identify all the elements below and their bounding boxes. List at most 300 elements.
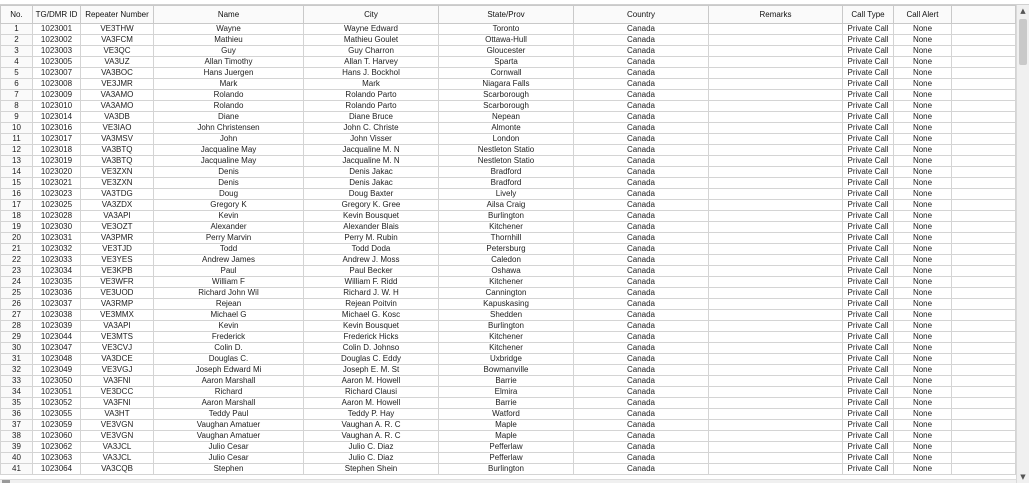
city-cell[interactable]: Stephen Shein <box>304 464 439 475</box>
call-type-cell[interactable]: Private Call <box>843 35 894 46</box>
city-cell[interactable]: Alexander Blais <box>304 222 439 233</box>
remarks-cell[interactable] <box>709 266 843 277</box>
call-alert-cell[interactable]: None <box>894 299 952 310</box>
name-cell[interactable]: Todd <box>154 244 304 255</box>
name-cell[interactable]: Aaron Marshall <box>154 376 304 387</box>
tg-dmr-id[interactable]: 1023019 <box>33 156 81 167</box>
remarks-cell[interactable] <box>709 365 843 376</box>
name-cell[interactable]: Andrew James <box>154 255 304 266</box>
call-type-cell[interactable]: Private Call <box>843 134 894 145</box>
call-type-cell[interactable]: Private Call <box>843 233 894 244</box>
call-type-cell[interactable]: Private Call <box>843 90 894 101</box>
tg-dmr-id[interactable]: 1023016 <box>33 123 81 134</box>
tg-dmr-id[interactable]: 1023060 <box>33 431 81 442</box>
row-number[interactable]: 6 <box>1 79 33 90</box>
city-cell[interactable]: Vaughan A. R. C <box>304 420 439 431</box>
repeater-number[interactable]: VA3TDG <box>81 189 154 200</box>
country-cell[interactable]: Canada <box>574 365 709 376</box>
row-number[interactable]: 25 <box>1 288 33 299</box>
name-cell[interactable]: Wayne <box>154 24 304 35</box>
country-cell[interactable]: Canada <box>574 35 709 46</box>
city-cell[interactable]: John C. Christe <box>304 123 439 134</box>
row-number[interactable]: 3 <box>1 46 33 57</box>
tg-dmr-id[interactable]: 1023021 <box>33 178 81 189</box>
state-prov-cell[interactable]: Scarborough <box>439 101 574 112</box>
remarks-cell[interactable] <box>709 79 843 90</box>
country-cell[interactable]: Canada <box>574 288 709 299</box>
row-number[interactable]: 39 <box>1 442 33 453</box>
call-type-cell[interactable]: Private Call <box>843 255 894 266</box>
repeater-number[interactable]: VE3CVJ <box>81 343 154 354</box>
row-number[interactable]: 30 <box>1 343 33 354</box>
country-cell[interactable]: Canada <box>574 299 709 310</box>
table-row[interactable] <box>1 299 1016 310</box>
name-cell[interactable]: Perry Marvin <box>154 233 304 244</box>
table-row[interactable] <box>1 35 1016 46</box>
country-cell[interactable]: Canada <box>574 398 709 409</box>
row-number[interactable]: 34 <box>1 387 33 398</box>
call-type-cell[interactable]: Private Call <box>843 299 894 310</box>
call-type-cell[interactable]: Private Call <box>843 365 894 376</box>
call-alert-cell[interactable]: None <box>894 420 952 431</box>
row-number[interactable]: 9 <box>1 112 33 123</box>
country-cell[interactable]: Canada <box>574 156 709 167</box>
call-alert-cell[interactable]: None <box>894 343 952 354</box>
call-alert-cell[interactable]: None <box>894 277 952 288</box>
column-header[interactable]: Repeater Number <box>81 6 154 24</box>
name-cell[interactable]: Richard John Wil <box>154 288 304 299</box>
tg-dmr-id[interactable]: 1023062 <box>33 442 81 453</box>
call-type-cell[interactable]: Private Call <box>843 343 894 354</box>
repeater-number[interactable]: VE3WFR <box>81 277 154 288</box>
city-cell[interactable]: Douglas C. Eddy <box>304 354 439 365</box>
call-alert-cell[interactable]: None <box>894 145 952 156</box>
name-cell[interactable]: Jacqualine May <box>154 156 304 167</box>
call-alert-cell[interactable]: None <box>894 354 952 365</box>
state-prov-cell[interactable]: Barrie <box>439 398 574 409</box>
tg-dmr-id[interactable]: 1023038 <box>33 310 81 321</box>
name-cell[interactable]: Denis <box>154 178 304 189</box>
state-prov-cell[interactable]: Kitchener <box>439 222 574 233</box>
country-cell[interactable]: Canada <box>574 211 709 222</box>
repeater-number[interactable]: VA3AMO <box>81 90 154 101</box>
name-cell[interactable]: Stephen <box>154 464 304 475</box>
name-cell[interactable]: William F <box>154 277 304 288</box>
state-prov-cell[interactable]: Kapuskasing <box>439 299 574 310</box>
tg-dmr-id[interactable]: 1023030 <box>33 222 81 233</box>
table-row[interactable] <box>1 431 1016 442</box>
name-cell[interactable]: Allan Timothy <box>154 57 304 68</box>
city-cell[interactable]: Hans J. Bockhol <box>304 68 439 79</box>
tg-dmr-id[interactable]: 1023052 <box>33 398 81 409</box>
table-row[interactable] <box>1 310 1016 321</box>
state-prov-cell[interactable]: Gloucester <box>439 46 574 57</box>
repeater-number[interactable]: VA3FNI <box>81 398 154 409</box>
call-alert-cell[interactable]: None <box>894 365 952 376</box>
name-cell[interactable]: Paul <box>154 266 304 277</box>
call-alert-cell[interactable]: None <box>894 442 952 453</box>
name-cell[interactable]: Rejean <box>154 299 304 310</box>
name-cell[interactable]: Kevin <box>154 321 304 332</box>
table-row[interactable] <box>1 420 1016 431</box>
tg-dmr-id[interactable]: 1023048 <box>33 354 81 365</box>
city-cell[interactable]: William F. Ridd <box>304 277 439 288</box>
call-alert-cell[interactable]: None <box>894 409 952 420</box>
call-alert-cell[interactable]: None <box>894 332 952 343</box>
call-alert-cell[interactable]: None <box>894 233 952 244</box>
remarks-cell[interactable] <box>709 310 843 321</box>
city-cell[interactable]: Kevin Bousquet <box>304 321 439 332</box>
state-prov-cell[interactable]: Watford <box>439 409 574 420</box>
repeater-number[interactable]: VE3ZXN <box>81 167 154 178</box>
country-cell[interactable]: Canada <box>574 255 709 266</box>
call-type-cell[interactable]: Private Call <box>843 266 894 277</box>
country-cell[interactable]: Canada <box>574 90 709 101</box>
repeater-number[interactable]: VA3RMP <box>81 299 154 310</box>
call-type-cell[interactable]: Private Call <box>843 101 894 112</box>
repeater-number[interactable]: VE3VGN <box>81 431 154 442</box>
column-header[interactable]: TG/DMR ID <box>33 6 81 24</box>
state-prov-cell[interactable]: Sparta <box>439 57 574 68</box>
remarks-cell[interactable] <box>709 46 843 57</box>
name-cell[interactable]: Joseph Edward Mi <box>154 365 304 376</box>
country-cell[interactable]: Canada <box>574 266 709 277</box>
name-cell[interactable]: Guy <box>154 46 304 57</box>
country-cell[interactable]: Canada <box>574 57 709 68</box>
repeater-number[interactable]: VA3DB <box>81 112 154 123</box>
state-prov-cell[interactable]: Oshawa <box>439 266 574 277</box>
country-cell[interactable]: Canada <box>574 178 709 189</box>
state-prov-cell[interactable]: Cannington <box>439 288 574 299</box>
table-row[interactable] <box>1 57 1016 68</box>
tg-dmr-id[interactable]: 1023050 <box>33 376 81 387</box>
city-cell[interactable]: Julio C. Diaz <box>304 442 439 453</box>
repeater-number[interactable]: VE3DCC <box>81 387 154 398</box>
tg-dmr-id[interactable]: 1023009 <box>33 90 81 101</box>
city-cell[interactable]: John Visser <box>304 134 439 145</box>
row-number[interactable]: 10 <box>1 123 33 134</box>
name-cell[interactable]: Kevin <box>154 211 304 222</box>
table-row[interactable] <box>1 464 1016 475</box>
tg-dmr-id[interactable]: 1023020 <box>33 167 81 178</box>
country-cell[interactable]: Canada <box>574 123 709 134</box>
remarks-cell[interactable] <box>709 464 843 475</box>
tg-dmr-id[interactable]: 1023059 <box>33 420 81 431</box>
state-prov-cell[interactable]: Ailsa Craig <box>439 200 574 211</box>
remarks-cell[interactable] <box>709 376 843 387</box>
tg-dmr-id[interactable]: 1023037 <box>33 299 81 310</box>
call-type-cell[interactable]: Private Call <box>843 409 894 420</box>
city-cell[interactable]: Jacqualine M. N <box>304 156 439 167</box>
country-cell[interactable]: Canada <box>574 167 709 178</box>
table-row[interactable] <box>1 145 1016 156</box>
repeater-number[interactable]: VE3ZXN <box>81 178 154 189</box>
call-alert-cell[interactable]: None <box>894 222 952 233</box>
row-number[interactable]: 32 <box>1 365 33 376</box>
remarks-cell[interactable] <box>709 244 843 255</box>
repeater-number[interactable]: VA3UZ <box>81 57 154 68</box>
repeater-number[interactable]: VA3MSV <box>81 134 154 145</box>
remarks-cell[interactable] <box>709 387 843 398</box>
row-number[interactable]: 16 <box>1 189 33 200</box>
remarks-cell[interactable] <box>709 167 843 178</box>
call-alert-cell[interactable]: None <box>894 321 952 332</box>
call-type-cell[interactable]: Private Call <box>843 332 894 343</box>
call-alert-cell[interactable]: None <box>894 101 952 112</box>
tg-dmr-id[interactable]: 1023010 <box>33 101 81 112</box>
row-number[interactable]: 20 <box>1 233 33 244</box>
name-cell[interactable]: Douglas C. <box>154 354 304 365</box>
table-row[interactable] <box>1 255 1016 266</box>
row-number[interactable]: 31 <box>1 354 33 365</box>
country-cell[interactable]: Canada <box>574 332 709 343</box>
remarks-cell[interactable] <box>709 112 843 123</box>
city-cell[interactable]: Richard J. W. H <box>304 288 439 299</box>
repeater-number[interactable]: VE3JMR <box>81 79 154 90</box>
remarks-cell[interactable] <box>709 145 843 156</box>
country-cell[interactable]: Canada <box>574 68 709 79</box>
country-cell[interactable]: Canada <box>574 354 709 365</box>
city-cell[interactable]: Colin D. Johnso <box>304 343 439 354</box>
call-type-cell[interactable]: Private Call <box>843 68 894 79</box>
table-row[interactable] <box>1 112 1016 123</box>
call-type-cell[interactable]: Private Call <box>843 112 894 123</box>
call-type-cell[interactable]: Private Call <box>843 420 894 431</box>
city-cell[interactable]: Gregory K. Gree <box>304 200 439 211</box>
table-row[interactable] <box>1 90 1016 101</box>
column-header[interactable]: City <box>304 6 439 24</box>
tg-dmr-id[interactable]: 1023033 <box>33 255 81 266</box>
country-cell[interactable]: Canada <box>574 189 709 200</box>
repeater-number[interactable]: VA3AMO <box>81 101 154 112</box>
city-cell[interactable]: Michael G. Kosc <box>304 310 439 321</box>
tg-dmr-id[interactable]: 1023032 <box>33 244 81 255</box>
name-cell[interactable]: Frederick <box>154 332 304 343</box>
tg-dmr-id[interactable]: 1023018 <box>33 145 81 156</box>
country-cell[interactable]: Canada <box>574 134 709 145</box>
column-header[interactable]: Call Type <box>843 6 894 24</box>
repeater-number[interactable]: VA3JCL <box>81 453 154 464</box>
remarks-cell[interactable] <box>709 222 843 233</box>
call-type-cell[interactable]: Private Call <box>843 376 894 387</box>
remarks-cell[interactable] <box>709 156 843 167</box>
remarks-cell[interactable] <box>709 101 843 112</box>
name-cell[interactable]: John Christensen <box>154 123 304 134</box>
table-row[interactable] <box>1 343 1016 354</box>
repeater-number[interactable]: VA3BOC <box>81 68 154 79</box>
state-prov-cell[interactable]: Shedden <box>439 310 574 321</box>
call-type-cell[interactable]: Private Call <box>843 277 894 288</box>
city-cell[interactable]: Diane Bruce <box>304 112 439 123</box>
table-row[interactable] <box>1 376 1016 387</box>
tg-dmr-id[interactable]: 1023023 <box>33 189 81 200</box>
city-cell[interactable]: Joseph E. M. St <box>304 365 439 376</box>
call-alert-cell[interactable]: None <box>894 244 952 255</box>
city-cell[interactable]: Aaron M. Howell <box>304 398 439 409</box>
city-cell[interactable]: Rolando Parto <box>304 90 439 101</box>
call-type-cell[interactable]: Private Call <box>843 46 894 57</box>
call-type-cell[interactable]: Private Call <box>843 310 894 321</box>
state-prov-cell[interactable]: London <box>439 134 574 145</box>
state-prov-cell[interactable]: Kitchener <box>439 332 574 343</box>
name-cell[interactable]: Hans Juergen <box>154 68 304 79</box>
name-cell[interactable]: Rolando <box>154 90 304 101</box>
remarks-cell[interactable] <box>709 354 843 365</box>
country-cell[interactable]: Canada <box>574 343 709 354</box>
tg-dmr-id[interactable]: 1023001 <box>33 24 81 35</box>
name-cell[interactable]: Denis <box>154 167 304 178</box>
state-prov-cell[interactable]: Nestleton Statio <box>439 156 574 167</box>
table-row[interactable] <box>1 321 1016 332</box>
city-cell[interactable]: Paul Becker <box>304 266 439 277</box>
country-cell[interactable]: Canada <box>574 24 709 35</box>
country-cell[interactable]: Canada <box>574 101 709 112</box>
vertical-scrollbar[interactable] <box>1016 5 1029 483</box>
repeater-number[interactable]: VE3OZT <box>81 222 154 233</box>
call-type-cell[interactable]: Private Call <box>843 57 894 68</box>
remarks-cell[interactable] <box>709 134 843 145</box>
table-row[interactable] <box>1 266 1016 277</box>
call-type-cell[interactable]: Private Call <box>843 178 894 189</box>
call-alert-cell[interactable]: None <box>894 376 952 387</box>
name-cell[interactable]: Vaughan Amatuer <box>154 431 304 442</box>
name-cell[interactable]: Julio Cesar <box>154 453 304 464</box>
horizontal-scrollbar[interactable] <box>0 479 1016 483</box>
state-prov-cell[interactable]: Bradford <box>439 178 574 189</box>
tg-dmr-id[interactable]: 1023039 <box>33 321 81 332</box>
table-row[interactable] <box>1 178 1016 189</box>
state-prov-cell[interactable]: Petersburg <box>439 244 574 255</box>
row-number[interactable]: 41 <box>1 464 33 475</box>
tg-dmr-id[interactable]: 1023036 <box>33 288 81 299</box>
row-number[interactable]: 18 <box>1 211 33 222</box>
country-cell[interactable]: Canada <box>574 244 709 255</box>
call-alert-cell[interactable]: None <box>894 79 952 90</box>
country-cell[interactable]: Canada <box>574 277 709 288</box>
state-prov-cell[interactable]: Nestleton Statio <box>439 145 574 156</box>
tg-dmr-id[interactable]: 1023031 <box>33 233 81 244</box>
row-number[interactable]: 2 <box>1 35 33 46</box>
remarks-cell[interactable] <box>709 288 843 299</box>
city-cell[interactable]: Denis Jakac <box>304 178 439 189</box>
row-number[interactable]: 24 <box>1 277 33 288</box>
call-type-cell[interactable]: Private Call <box>843 189 894 200</box>
table-row[interactable] <box>1 222 1016 233</box>
repeater-number[interactable]: VE3VGN <box>81 420 154 431</box>
name-cell[interactable]: Rolando <box>154 101 304 112</box>
call-type-cell[interactable]: Private Call <box>843 453 894 464</box>
name-cell[interactable]: Teddy Paul <box>154 409 304 420</box>
row-number[interactable]: 8 <box>1 101 33 112</box>
call-alert-cell[interactable]: None <box>894 123 952 134</box>
name-cell[interactable]: John <box>154 134 304 145</box>
column-header[interactable]: Remarks <box>709 6 843 24</box>
city-cell[interactable]: Allan T. Harvey <box>304 57 439 68</box>
call-alert-cell[interactable]: None <box>894 255 952 266</box>
state-prov-cell[interactable]: Pefferlaw <box>439 453 574 464</box>
name-cell[interactable]: Richard <box>154 387 304 398</box>
state-prov-cell[interactable]: Barrie <box>439 376 574 387</box>
table-row[interactable] <box>1 200 1016 211</box>
city-cell[interactable]: Jacqualine M. N <box>304 145 439 156</box>
tg-dmr-id[interactable]: 1023049 <box>33 365 81 376</box>
tg-dmr-id[interactable]: 1023063 <box>33 453 81 464</box>
table-row[interactable] <box>1 409 1016 420</box>
row-number[interactable]: 27 <box>1 310 33 321</box>
table-row[interactable] <box>1 354 1016 365</box>
call-alert-cell[interactable]: None <box>894 431 952 442</box>
state-prov-cell[interactable]: Kitchener <box>439 343 574 354</box>
city-cell[interactable]: Vaughan A. R. C <box>304 431 439 442</box>
call-alert-cell[interactable]: None <box>894 200 952 211</box>
scroll-up-icon[interactable]: ▲ <box>1020 7 1026 15</box>
row-number[interactable]: 1 <box>1 24 33 35</box>
state-prov-cell[interactable]: Uxbridge <box>439 354 574 365</box>
state-prov-cell[interactable]: Niagara Falls <box>439 79 574 90</box>
remarks-cell[interactable] <box>709 420 843 431</box>
repeater-number[interactable]: VA3BTQ <box>81 156 154 167</box>
call-alert-cell[interactable]: None <box>894 189 952 200</box>
country-cell[interactable]: Canada <box>574 200 709 211</box>
country-cell[interactable]: Canada <box>574 376 709 387</box>
table-row[interactable] <box>1 24 1016 35</box>
call-alert-cell[interactable]: None <box>894 112 952 123</box>
tg-dmr-id[interactable]: 1023055 <box>33 409 81 420</box>
repeater-number[interactable]: VA3HT <box>81 409 154 420</box>
table-row[interactable] <box>1 365 1016 376</box>
state-prov-cell[interactable]: Cornwall <box>439 68 574 79</box>
city-cell[interactable]: Mark <box>304 79 439 90</box>
city-cell[interactable]: Kevin Bousquet <box>304 211 439 222</box>
city-cell[interactable]: Julio C. Diaz <box>304 453 439 464</box>
repeater-number[interactable]: VA3API <box>81 211 154 222</box>
call-alert-cell[interactable]: None <box>894 211 952 222</box>
name-cell[interactable]: Gregory K <box>154 200 304 211</box>
call-type-cell[interactable]: Private Call <box>843 321 894 332</box>
call-type-cell[interactable]: Private Call <box>843 79 894 90</box>
column-header[interactable]: No. <box>1 6 33 24</box>
call-alert-cell[interactable]: None <box>894 464 952 475</box>
table-row[interactable] <box>1 332 1016 343</box>
remarks-cell[interactable] <box>709 68 843 79</box>
country-cell[interactable]: Canada <box>574 222 709 233</box>
row-number[interactable]: 19 <box>1 222 33 233</box>
repeater-number[interactable]: VE3TJD <box>81 244 154 255</box>
remarks-cell[interactable] <box>709 233 843 244</box>
remarks-cell[interactable] <box>709 453 843 464</box>
call-type-cell[interactable]: Private Call <box>843 167 894 178</box>
city-cell[interactable]: Rejean Poitvin <box>304 299 439 310</box>
table-row[interactable] <box>1 123 1016 134</box>
remarks-cell[interactable] <box>709 35 843 46</box>
city-cell[interactable]: Guy Charron <box>304 46 439 57</box>
row-number[interactable]: 28 <box>1 321 33 332</box>
state-prov-cell[interactable]: Lively <box>439 189 574 200</box>
repeater-number[interactable]: VA3JCL <box>81 442 154 453</box>
state-prov-cell[interactable]: Maple <box>439 420 574 431</box>
call-alert-cell[interactable]: None <box>894 310 952 321</box>
name-cell[interactable]: Vaughan Amatuer <box>154 420 304 431</box>
call-type-cell[interactable]: Private Call <box>843 145 894 156</box>
city-cell[interactable]: Mathieu Goulet <box>304 35 439 46</box>
row-number[interactable]: 4 <box>1 57 33 68</box>
state-prov-cell[interactable]: Burlington <box>439 321 574 332</box>
tg-dmr-id[interactable]: 1023025 <box>33 200 81 211</box>
table-row[interactable] <box>1 101 1016 112</box>
country-cell[interactable]: Canada <box>574 112 709 123</box>
column-header[interactable] <box>952 6 1016 24</box>
state-prov-cell[interactable]: Pefferlaw <box>439 442 574 453</box>
